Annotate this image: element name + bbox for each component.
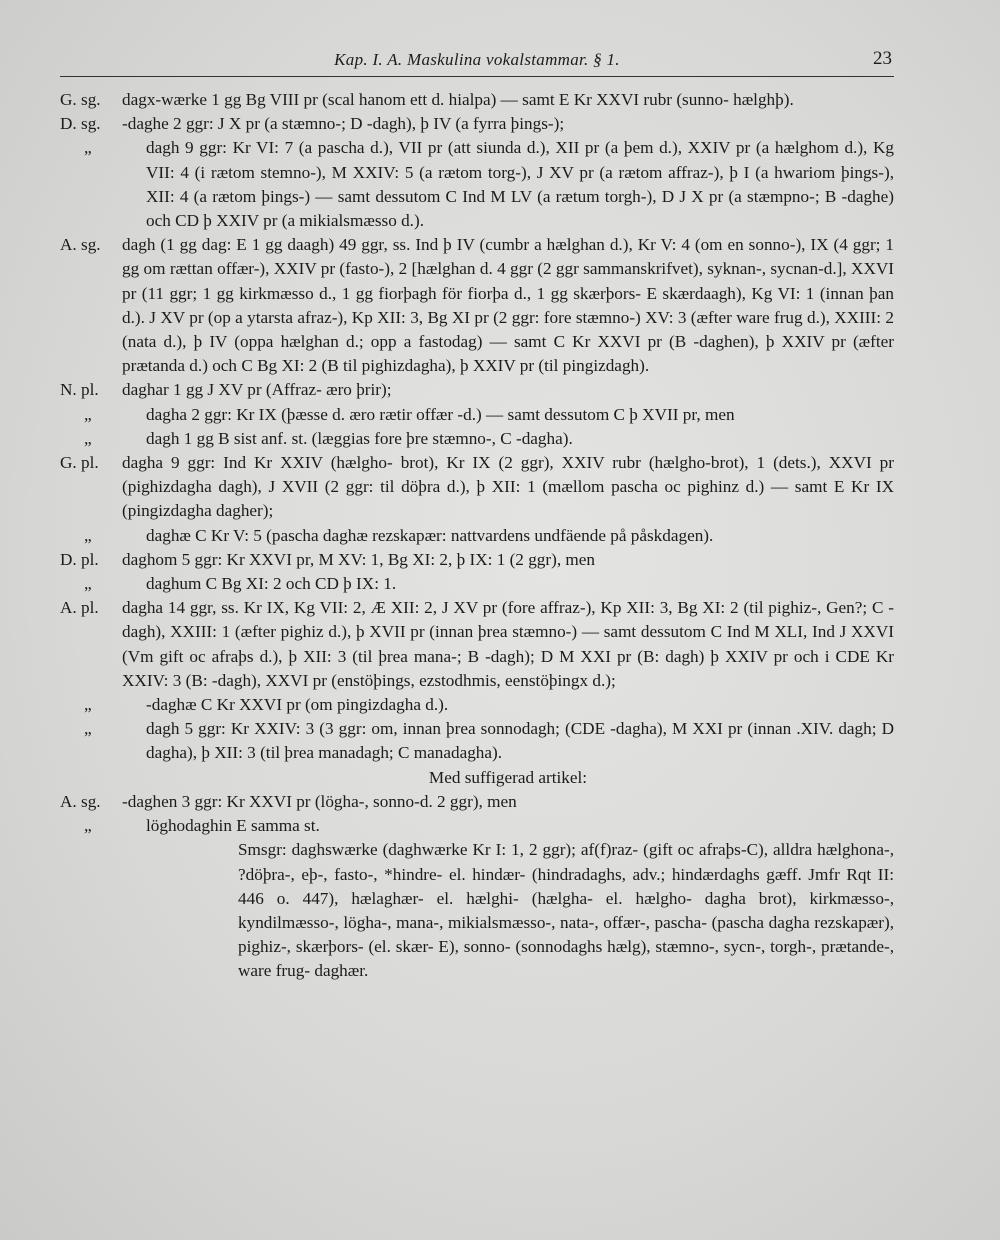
entry-list <box>60 88 894 766</box>
entry-text: dagha 9 ggr: Ind Kr XXIV (hælgho- brot), Kr IX (2 ggr), XXIV rubr (hælgho-brot), 1 (dets.), XXVI pr (pighizdagha dagh), J XVII (2 ggr: til döþra d.), þ XII: 1 (mællom pascha oc pighinz d.) — samt E Kr IX (pingizdagha dagher); <box>122 453 894 521</box>
entry-label: „ <box>84 695 92 715</box>
entry-text: löghodaghin E samma st. <box>146 816 320 836</box>
entry-label: A. sg. <box>60 235 101 255</box>
page-header <box>60 46 894 77</box>
entry-label: „ <box>84 138 92 158</box>
entry-text: daghar 1 gg J XV pr (Affraz- æro þrir); <box>122 380 392 400</box>
entry-text: daghæ C Kr V: 5 (pascha daghæ rezskapær: nattvardens undfäende på påskdagen). <box>146 525 714 545</box>
entry-text: -daghen 3 ggr: Kr XXVI pr (lögha-, sonno-d. 2 ggr), men <box>122 791 517 811</box>
entry-label: „ <box>84 404 92 424</box>
entry-label: N. pl. <box>60 380 99 400</box>
entry-row <box>60 378 894 402</box>
running-title: Kap. I. A. Maskulina vokalstammar. § 1. <box>334 50 620 69</box>
entry-text: dagh 1 gg B sist anf. st. (læggias fore þre stæmno-, C -dagha). <box>146 428 573 448</box>
entry-list-article <box>60 790 894 838</box>
entry-label: G. sg. <box>60 90 101 109</box>
entry-text: dagh 9 ggr: Kr VI: 7 (a pascha d.), VII pr (att siunda d.), XII pr (a þem d.), XXIV pr (a hælghom d.), Kg VII: 4 (i rætom stemno-), M XXIV: 5 (a rætom torg-), J XV pr (a rætom affraz-), þ I (a hwariom þings-), XII: 4 (a rætom þings-) — samt dessutom C Ind M LV (a rætum torgh-), D J X pr (a stæmpno-; B -daghe) och CD þ XXIV pr (a mikialsmæsso d.). <box>146 138 894 231</box>
entry-row <box>60 233 894 378</box>
entry-row <box>60 403 894 427</box>
entry-label: „ <box>84 816 92 836</box>
entry-text: -daghe 2 ggr: J X pr (a stæmno-; D -dagh), þ IV (a fyrra þings-); <box>122 114 565 134</box>
entry-row <box>60 693 894 717</box>
entry-label: D. pl. <box>60 549 99 569</box>
compounds-note: Smsgr: daghswærke (daghwærke Kr I: 1, 2 ggr); af(f)raz- (gift oc afraþs-C), alldra hælghona-, ?döþra-, eþ-, fasto-, *hindre- el. hindær- (hindradaghs, adv.; hindærdaghs gæff. Jmfr Rqt II: 446 o. 447), hælaghær- el. hælghi- (hælgha- el. hælgho- dagha brot), kirkmæsso-, kyndilmæsso-, lögha-, mana-, mikialsmæsso-, nata-, offær-, pascha- (pascha dagha rezskapær), pighiz-, skærþors- (el. skær- E), sonno- (sonnodaghs hælg), stæmno-, sycn-, torgh-, prætande-, ware frug- daghær. <box>238 840 894 981</box>
entry-label: D. sg. <box>60 114 101 134</box>
entry-label: „ <box>84 525 92 545</box>
entry-row <box>60 451 894 524</box>
entry-label: A. sg. <box>60 791 101 811</box>
page-body <box>60 88 894 984</box>
entry-label: A. pl. <box>60 598 99 618</box>
entry-row <box>60 88 894 112</box>
entry-row <box>60 814 894 838</box>
entry-text: dagx-wærke 1 gg Bg VIII pr (scal hanom ett d. hialpa) — samt E Kr XXVI rubr (sunno- hælghþ). <box>122 90 794 109</box>
entry-label: G. pl. <box>60 453 99 473</box>
entry-text: dagh (1 gg dag: E 1 gg daagh) 49 ggr, ss. Ind þ IV (cumbr a hælghan d.), Kr V: 4 (om en sonno-), IX (4 ggr; 1 gg om rættan offær-), XXIV pr (fasto-), 2 [hælghan d. 4 ggr (2 ggr sammanskrifvet), syknan-, sycnan-d.], XXVI pr (11 ggr; 1 gg kirkmæsso d., 1 gg fiorþagh för fiorþa d., 1 gg skærþors- E skærdaagh), Kg VI: 1 (innan þan d.). J XV pr (op a ytarsta afraz-), Kp XII: 3, Bg XI pr (2 ggr: fore stæmno-) XV: 3 (æfter ware frug d.), XXIII: 2 (nata d.), þ IV (oppa hælghan d.; opp a fastodag) — samt C Kr XXVI pr (B -daghen), þ XXIV pr (æfter prætanda d.) och C Bg XI: 2 (B til pighizdagha), þ XXIV pr (til pingizdagh). <box>122 235 894 376</box>
entry-row <box>60 717 894 765</box>
entry-row <box>60 572 894 596</box>
entry-text: dagha 2 ggr: Kr IX (þæsse d. æro rætir offær -d.) — samt dessutom C þ XVII pr, men <box>146 404 735 424</box>
entry-row <box>60 596 894 693</box>
entry-row <box>60 524 894 548</box>
entry-label: „ <box>84 428 92 448</box>
entry-text: daghom 5 ggr: Kr XXVI pr, M XV: 1, Bg XI: 2, þ IX: 1 (2 ggr), men <box>122 549 596 569</box>
page-number: 23 <box>873 48 892 69</box>
subheading: Med suffigerad artikel: <box>428 767 588 787</box>
entry-text: daghum C Bg XI: 2 och CD þ IX: 1. <box>146 574 397 594</box>
entry-label: „ <box>84 574 92 594</box>
entry-label: „ <box>84 719 92 739</box>
entry-row <box>60 136 894 233</box>
entry-text: dagha 14 ggr, ss. Kr IX, Kg VII: 2, Æ XII: 2, J XV pr (fore affraz-), Kp XII: 3, Bg XI: 2 (til pighiz-, Gen?; C -dagh), XXIII: 1 (æfter pighiz d.), þ XVII pr (innan þrea stæmno-) — samt dessutom C Ind M XLI, Ind J XXVI (Vm gift oc afraþs d.), þ XII: 3 (til þrea mana-; B -dagh); D M XXI pr (B: dagh) þ XXIV pr och i CDE Kr XXIV: 3 (B: -dagh), XXVI pr (enstöþings, ezstodhmis, eenstöþingx d.); <box>122 598 894 690</box>
entry-row <box>60 790 894 814</box>
entry-row <box>60 112 894 136</box>
entry-row <box>60 427 894 451</box>
entry-row <box>60 548 894 572</box>
entry-text: dagh 5 ggr: Kr XXIV: 3 (3 ggr: om, innan þrea sonnodagh; (CDE -dagha), M XXI pr (innan .XIV. dagh; D dagha), þ XII: 3 (til þrea manadagh; C manadagha). <box>146 719 894 763</box>
entry-text: -daghæ C Kr XXVI pr (om pingizdagha d.). <box>146 695 449 715</box>
